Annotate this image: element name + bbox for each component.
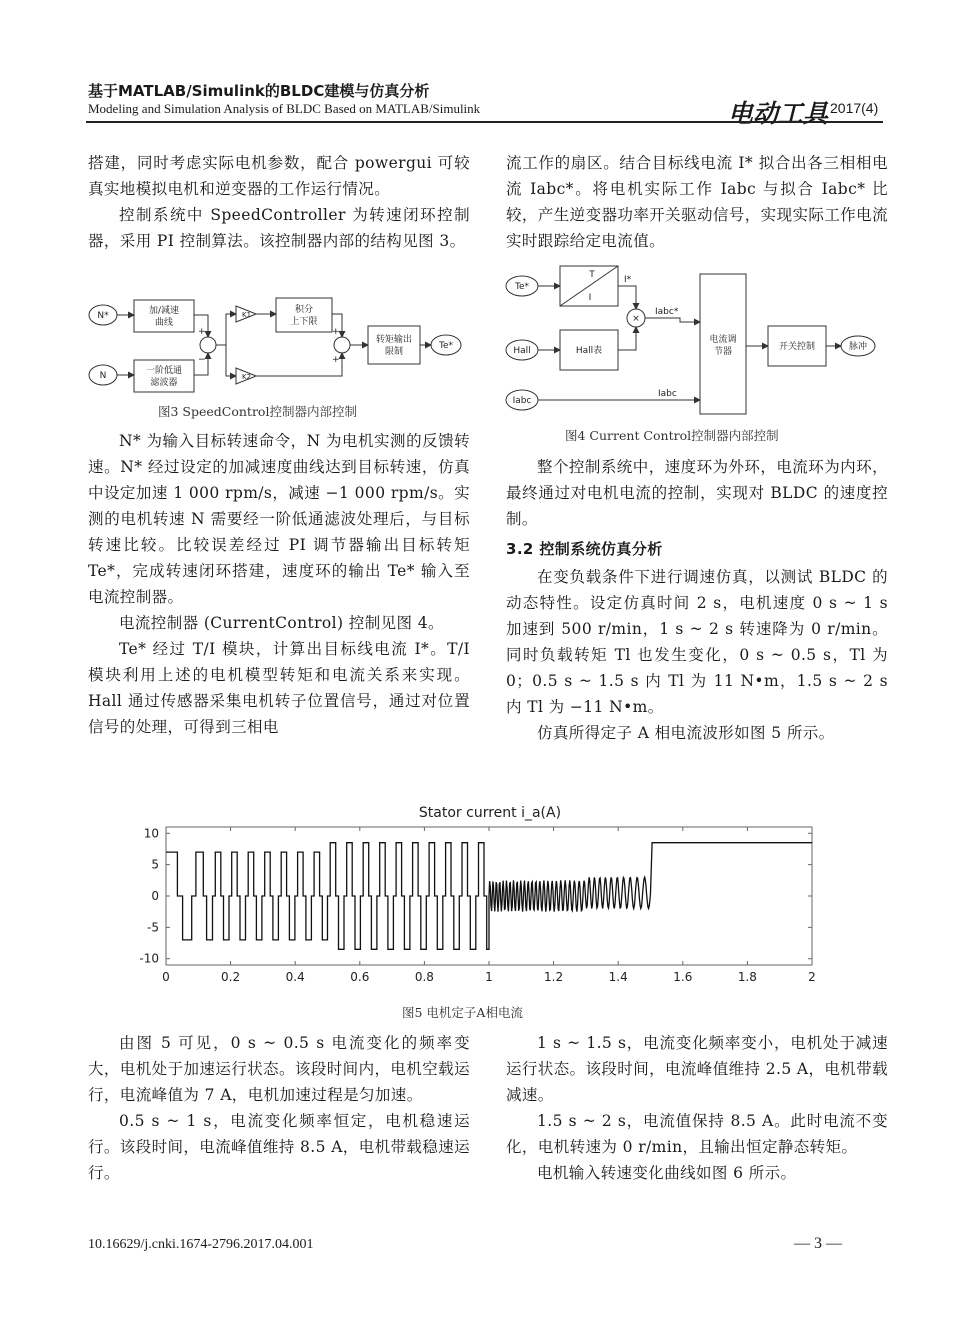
y-tick-label: 0 <box>151 889 159 903</box>
int-label-1: 积分 <box>294 305 314 315</box>
ti-i-label: I <box>588 293 592 303</box>
label-n: N <box>99 371 107 381</box>
x-tick-label: 1.2 <box>544 970 564 984</box>
x-tick-label: 1.8 <box>737 970 757 984</box>
ramp-label-2: 曲线 <box>154 318 174 328</box>
left-paragraph-2: 控制系统中 SpeedController 为转速闭环控制器，采用 PI 控制算法。该控制器内部的结构见图 3。 <box>88 206 470 250</box>
ti-t-label: T <box>589 270 595 280</box>
regulator-label-2: 节器 <box>713 347 733 357</box>
header-rule <box>86 121 883 123</box>
x-tick-label: 2 <box>808 970 816 984</box>
x-tick-label: 0.2 <box>221 970 241 984</box>
sum-2 <box>334 337 350 353</box>
x-tick-label: 0.4 <box>285 970 305 984</box>
mult-label: × <box>632 314 640 324</box>
left-paragraph-5: Te* 经过 T/I 模块，计算出目标线电流 I*。T/I 模块利用上述的电机模型转矩和电流关系来实现。Hall 通过传感器采集电机转子位置信号，通过对位置信号的处理，可得到三相电 <box>88 640 470 736</box>
bottom-left-paragraph-2: 0.5 s ~ 1 s，电流变化频率恒定，电机稳速运行。该段时间，电流峰值维持 8.5 A，电机带载稳速运行。 <box>88 1112 470 1182</box>
figure-4-caption: 图4 Current Control控制器内部控制 <box>565 428 779 443</box>
page-number: — 3 — <box>794 1235 842 1252</box>
k2-label: K2 <box>242 373 252 381</box>
figure-5-caption: 图5 电机定子A相电流 <box>402 1005 523 1020</box>
chart-title: Stator current i_a(A) <box>418 805 562 821</box>
journal-issue: 2017(4) <box>830 100 879 116</box>
bottom-right-paragraph-3: 电机输入转速变化曲线如图 6 所示。 <box>537 1164 797 1182</box>
right-column-text-2 <box>506 454 888 746</box>
sum-1 <box>200 337 216 353</box>
right-paragraph-1: 流工作的扇区。结合目标线电流 I* 拟合出各三相相电流 Iabc*。将电机实际工作 Iabc 与拟合 Iabc* 比较，产生逆变器功率开关驱动信号，实现实际工作电流实时跟踪给定电流值。 <box>506 154 888 250</box>
y-tick-label: -5 <box>147 920 159 935</box>
x-tick-label: 0.6 <box>350 970 370 984</box>
label-nstar: N* <box>97 311 109 321</box>
torque-limit-block <box>368 326 420 364</box>
x-tick-label: 1 <box>485 970 493 984</box>
ramp-label-1: 加/减速 <box>148 306 180 316</box>
left-paragraph-1: 搭建，同时考虑实际电机参数，配合 powergui 可较真实地模拟电机和逆变器的工作运行情况。 <box>88 154 470 198</box>
regulator-label-1: 电流调 <box>709 335 737 345</box>
series-line-stator-current <box>166 843 812 950</box>
right-paragraph-4: 仿真所得定子 A 相电流波形如图 5 所示。 <box>537 724 835 742</box>
fig4-te-label: Te* <box>514 282 530 292</box>
right-paragraph-3: 在变负载条件下进行调速仿真，以测试 BLDC 的动态特性。设定仿真时间 2 s，电机速度 0 s ~ 1 s 加速到 500 r/min，1 s ~ 2 s 转速降为 0 r/min。同时负载转矩 Tl 也发生变化，0 s ~ 0.5 s，Tl 为 0；0.5 s ~ 1.5 s 内 Tl 为 11 N•m，1.5 s ~ 2 s 内 Tl 为 −11 N•m。 <box>506 568 888 716</box>
x-tick-label: 1.6 <box>673 970 693 984</box>
paper-title-en: Modeling and Simulation Analysis of BLDC Based on MATLAB/Simulink <box>88 101 481 116</box>
hall-table-label: Hall表 <box>575 346 603 356</box>
sum2-plus-2: + <box>332 355 340 365</box>
iabcstar-label: Iabc* <box>655 307 679 317</box>
lim-label-1: 转矩输出 <box>375 335 413 345</box>
istar-label: I* <box>624 275 632 285</box>
sum1-minus: − <box>198 355 206 365</box>
k1-label: K1 <box>242 311 252 319</box>
journal-name: 电动工具 <box>728 99 829 128</box>
fig4-iabc-label: Iabc <box>512 396 532 406</box>
pulse-label: 脉冲 <box>848 342 868 352</box>
section-heading: 3.2 控制系统仿真分析 <box>506 540 663 558</box>
filter-label-2: 滤波器 <box>150 378 178 388</box>
left-paragraph-4: 电流控制器 (CurrentControl) 控制见图 4。 <box>119 614 444 632</box>
x-tick-label: 1.4 <box>608 970 628 984</box>
bottom-left-paragraph-1: 由图 5 可见，0 s ~ 0.5 s 电流变化的频率变大，电机处于加速运行状态。该段时间内，电机空载运行，电流峰值为 7 A，电机加速过程是匀加速。 <box>88 1034 470 1104</box>
iabc-line-label: Iabc <box>658 389 677 399</box>
x-tick-label: 0 <box>162 970 170 984</box>
left-column-text-2 <box>88 428 470 740</box>
bottom-right-paragraph-1: 1 s ~ 1.5 s，电流变化频率变小，电机处于减速运行状态。该段时间，电流峰值维持 2.5 A，电机带载减速。 <box>506 1034 888 1104</box>
y-tick-label: -10 <box>139 951 159 966</box>
figure-4-diagram <box>500 262 885 418</box>
label-te: Te* <box>438 341 454 351</box>
paper-title-cn: 基于MATLAB/Simulink的BLDC建模与仿真分析 <box>88 82 430 100</box>
bottom-right-paragraph-2: 1.5 s ~ 2 s，电流值保持 8.5 A。此时电流不变化，电机转速为 0 r/min，且输出恒定静态转矩。 <box>506 1112 888 1156</box>
sum1-plus: + <box>198 327 206 337</box>
fig4-hall-label: Hall <box>513 346 531 356</box>
left-paragraph-3: N* 为输入目标转速命令，N 为电机实测的反馈转速。N* 经过设定的加减速度曲线达到目标转速，仿真中设定加速 1 000 rpm/s，减速 −1 000 rpm/s。实测的电机转速 N 需要经一阶低通滤波处理后，与目标转速比较。比较误差经过 PI 调节器输出目标转矩 Te*，完成转速闭环搭建，速度环的输出 Te* 输入至电流控制器。 <box>88 432 470 606</box>
y-tick-label: 10 <box>143 826 159 841</box>
sum2-plus-1: + <box>332 327 340 337</box>
filter-label-1: 一阶低通 <box>145 366 183 376</box>
y-tick-label: 5 <box>151 857 159 872</box>
switch-control-label: 开关控制 <box>778 342 816 352</box>
left-column-text <box>88 150 470 254</box>
doi: 10.16629/j.cnki.1674-2796.2017.04.001 <box>88 1237 314 1252</box>
right-paragraph-2: 整个控制系统中，速度环为外环，电流环为内环，最终通过对电机电流的控制，实现对 BLDC 的速度控制。 <box>506 458 888 528</box>
right-column-text <box>506 150 888 254</box>
int-label-2: 上下限 <box>290 317 318 327</box>
x-tick-label: 0.8 <box>414 970 434 984</box>
lim-label-2: 限制 <box>384 347 404 357</box>
figure-5-chart <box>130 800 830 992</box>
figure-3-caption: 图3 SpeedControl控制器内部控制 <box>158 404 357 419</box>
figure-3-diagram <box>86 290 476 394</box>
bottom-right-text <box>506 1030 888 1186</box>
bottom-left-text <box>88 1030 470 1186</box>
